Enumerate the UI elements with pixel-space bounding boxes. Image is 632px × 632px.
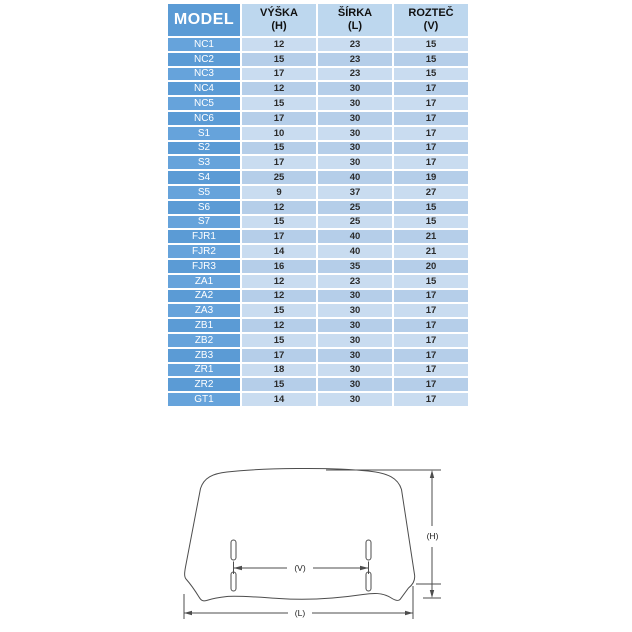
pitch-value-cell: 15 (393, 37, 469, 52)
model-name-cell: S2 (167, 141, 241, 156)
height-value-cell: 12 (241, 81, 317, 96)
pitch-value-cell: 17 (393, 141, 469, 156)
height-value-cell: 17 (241, 229, 317, 244)
height-value-cell: 15 (241, 377, 317, 392)
height-value-cell: 12 (241, 318, 317, 333)
width-value-cell: 30 (317, 126, 393, 141)
pitch-value-cell: 15 (393, 215, 469, 230)
model-name-cell: S7 (167, 215, 241, 230)
height-value-cell: 12 (241, 200, 317, 215)
width-value-cell: 25 (317, 200, 393, 215)
column-label: ŠÍRKA (337, 7, 373, 19)
dim-h-label: (H) (426, 531, 439, 541)
model-name-cell: GT1 (167, 392, 241, 407)
height-value-cell: 17 (241, 67, 317, 82)
height-value-cell: 12 (241, 289, 317, 304)
column-sublabel: (V) (423, 20, 439, 32)
width-value-cell: 30 (317, 141, 393, 156)
height-value-cell: 12 (241, 37, 317, 52)
height-value-cell: 15 (241, 215, 317, 230)
width-value-cell: 23 (317, 67, 393, 82)
model-name-cell: FJR2 (167, 244, 241, 259)
pitch-value-cell: 17 (393, 96, 469, 111)
mount-slot-right-top (366, 540, 371, 560)
height-value-cell: 16 (241, 259, 317, 274)
column-label: ROZTEČ (408, 7, 454, 19)
mount-slot-right-bottom (366, 572, 371, 591)
pitch-value-cell: 15 (393, 52, 469, 67)
width-value-cell: 30 (317, 392, 393, 407)
width-value-cell: 23 (317, 52, 393, 67)
dim-l-arrow-left-icon (184, 611, 192, 615)
pitch-value-cell: 20 (393, 259, 469, 274)
mount-slot-left-top (231, 540, 236, 560)
height-value-cell: 17 (241, 111, 317, 126)
height-value-cell: 15 (241, 303, 317, 318)
pitch-value-cell: 15 (393, 200, 469, 215)
pitch-value-cell: 27 (393, 185, 469, 200)
dim-v-arrow-left-icon (234, 566, 243, 570)
width-value-cell: 30 (317, 377, 393, 392)
model-name-cell: ZB3 (167, 348, 241, 363)
height-value-cell: 17 (241, 348, 317, 363)
model-name-cell: ZA2 (167, 289, 241, 304)
height-value-cell: 9 (241, 185, 317, 200)
column-sublabel: (L) (347, 20, 363, 32)
model-name-cell: ZB1 (167, 318, 241, 333)
model-name-cell: NC5 (167, 96, 241, 111)
width-value-cell: 30 (317, 333, 393, 348)
pitch-value-cell: 17 (393, 318, 469, 333)
width-value-cell: 30 (317, 363, 393, 378)
column-header-model: MODEL (167, 3, 241, 37)
pitch-value-cell: 17 (393, 348, 469, 363)
height-value-cell: 25 (241, 170, 317, 185)
model-name-cell: FJR3 (167, 259, 241, 274)
dim-v-arrow-right-icon (360, 566, 369, 570)
model-name-cell: NC4 (167, 81, 241, 96)
height-value-cell: 12 (241, 274, 317, 289)
pitch-value-cell: 17 (393, 363, 469, 378)
width-value-cell: 30 (317, 81, 393, 96)
pitch-value-cell: 21 (393, 229, 469, 244)
height-value-cell: 14 (241, 244, 317, 259)
width-value-cell: 40 (317, 229, 393, 244)
model-name-cell: S5 (167, 185, 241, 200)
model-name-cell: ZB2 (167, 333, 241, 348)
height-value-cell: 15 (241, 52, 317, 67)
height-value-cell: 15 (241, 141, 317, 156)
pitch-value-cell: 17 (393, 111, 469, 126)
pitch-value-cell: 21 (393, 244, 469, 259)
width-value-cell: 23 (317, 274, 393, 289)
pitch-value-cell: 19 (393, 170, 469, 185)
dim-h-arrow-bottom-icon (430, 590, 434, 598)
width-value-cell: 23 (317, 37, 393, 52)
model-name-cell: FJR1 (167, 229, 241, 244)
model-name-cell: ZR1 (167, 363, 241, 378)
height-value-cell: 17 (241, 155, 317, 170)
height-value-cell: 15 (241, 333, 317, 348)
windshield-outline (185, 468, 415, 600)
model-name-cell: S1 (167, 126, 241, 141)
width-value-cell: 30 (317, 111, 393, 126)
model-name-cell: ZR2 (167, 377, 241, 392)
model-name-cell: ZA1 (167, 274, 241, 289)
pitch-value-cell: 17 (393, 155, 469, 170)
pitch-value-cell: 17 (393, 81, 469, 96)
model-name-cell: NC1 (167, 37, 241, 52)
model-name-cell: ZA3 (167, 303, 241, 318)
dim-l-label: (L) (294, 608, 306, 618)
dim-l-arrow-right-icon (405, 611, 413, 615)
pitch-value-cell: 17 (393, 377, 469, 392)
column-label: VÝŠKA (260, 7, 298, 19)
model-name-cell: S4 (167, 170, 241, 185)
width-value-cell: 40 (317, 244, 393, 259)
width-value-cell: 30 (317, 303, 393, 318)
width-value-cell: 37 (317, 185, 393, 200)
pitch-value-cell: 17 (393, 303, 469, 318)
model-name-cell: S6 (167, 200, 241, 215)
width-value-cell: 25 (317, 215, 393, 230)
width-value-cell: 30 (317, 155, 393, 170)
dim-v-label: (V) (294, 563, 306, 573)
model-name-cell: NC2 (167, 52, 241, 67)
height-value-cell: 14 (241, 392, 317, 407)
pitch-value-cell: 17 (393, 126, 469, 141)
mount-slot-left-bottom (231, 572, 236, 591)
width-value-cell: 30 (317, 289, 393, 304)
pitch-value-cell: 15 (393, 274, 469, 289)
width-value-cell: 30 (317, 96, 393, 111)
height-value-cell: 18 (241, 363, 317, 378)
height-value-cell: 10 (241, 126, 317, 141)
dim-h-arrow-top-icon (430, 470, 434, 478)
model-name-cell: NC6 (167, 111, 241, 126)
column-sublabel: (H) (271, 20, 287, 32)
model-name-cell: NC3 (167, 67, 241, 82)
pitch-value-cell: 17 (393, 289, 469, 304)
pitch-value-cell: 15 (393, 67, 469, 82)
height-value-cell: 15 (241, 96, 317, 111)
model-name-cell: S3 (167, 155, 241, 170)
pitch-value-cell: 17 (393, 333, 469, 348)
width-value-cell: 40 (317, 170, 393, 185)
pitch-value-cell: 17 (393, 392, 469, 407)
width-value-cell: 30 (317, 348, 393, 363)
width-value-cell: 35 (317, 259, 393, 274)
width-value-cell: 30 (317, 318, 393, 333)
